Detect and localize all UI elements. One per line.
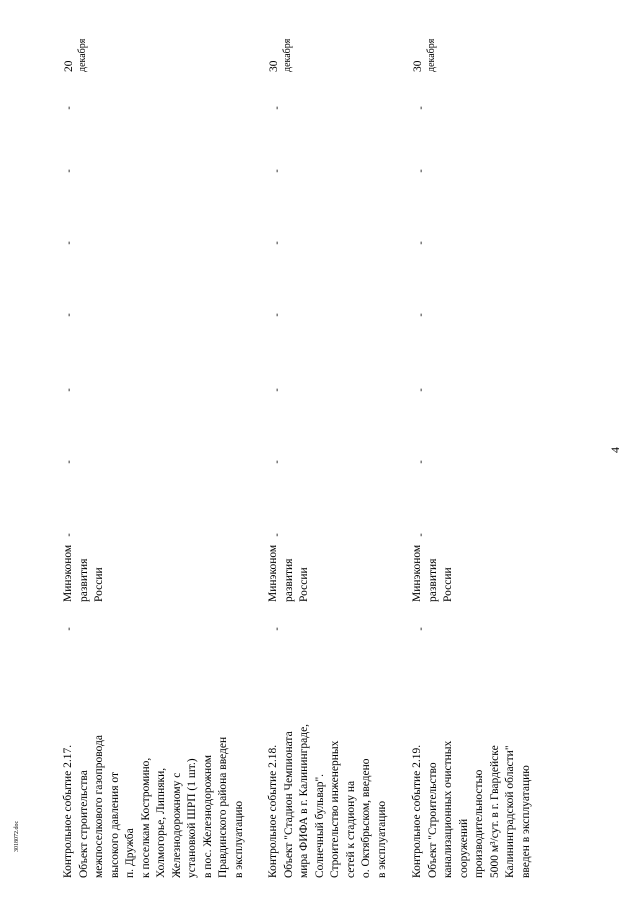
event-2-18-text: Контрольное событие 2.18. Объект "Стадион Чемпионата мира ФИФА в г. Калининграде, Солнечный бульвар". Строительство инженерных сетей к стадиону на о. Октябрьском, введено в эксплуатацию bbox=[267, 723, 388, 878]
empty-cell-dash: - bbox=[63, 388, 75, 392]
responsible-org-2-18: Минэконом развития России bbox=[267, 544, 310, 602]
empty-cell-dash: - bbox=[415, 460, 427, 464]
empty-cell-dash: - bbox=[271, 627, 283, 631]
deadline-2-17 bbox=[63, 39, 89, 72]
deadline-day: 30 bbox=[412, 60, 424, 72]
page-number: 4 bbox=[608, 447, 622, 453]
empty-cell-dash: - bbox=[63, 241, 75, 245]
empty-cell-dash: - bbox=[63, 627, 75, 631]
empty-cell-dash: - bbox=[415, 388, 427, 392]
event-2-19-text: Контрольное событие 2.19. Объект "Строительство канализационных очистных сооружений производительностью 5000 м³/сут. в г. Гвардейске Калининградской области" введен в эксплуатацию bbox=[411, 740, 532, 878]
deadline-day: 30 bbox=[268, 60, 280, 72]
deadline-day: 20 bbox=[63, 60, 75, 72]
footer-file-name: 3018072.doc bbox=[14, 820, 20, 852]
event-2-17-text: Контрольное событие 2.17. Объект строительства межпоселкового газопровода высокого давления от п. Дружба к поселкам Костромино, Холмогорье, Липняки, Железнодорожному с установкой ШРП (1 шт.) в пос. Железнодорожном Правдинского района введен в эксплуатацию bbox=[62, 735, 245, 878]
empty-cell-dash: - bbox=[271, 241, 283, 245]
responsible-org-2-19: Минэконом развития России bbox=[411, 544, 454, 602]
responsible-org-2-17: Минэконом развития России bbox=[62, 544, 105, 602]
deadline-month: декабря bbox=[77, 38, 88, 72]
empty-cell-dash: - bbox=[415, 241, 427, 245]
empty-cell-dash: - bbox=[271, 106, 283, 110]
empty-cell-dash: - bbox=[415, 533, 427, 537]
deadline-2-19 bbox=[412, 39, 438, 72]
deadline-month: декабря bbox=[426, 38, 437, 72]
empty-cell-dash: - bbox=[415, 313, 427, 317]
deadline-2-18 bbox=[268, 39, 294, 72]
empty-cell-dash: - bbox=[271, 169, 283, 173]
empty-cell-dash: - bbox=[271, 460, 283, 464]
deadline-month: декабря bbox=[282, 38, 293, 72]
empty-cell-dash: - bbox=[271, 388, 283, 392]
empty-cell-dash: - bbox=[415, 169, 427, 173]
empty-cell-dash: - bbox=[63, 460, 75, 464]
empty-cell-dash: - bbox=[63, 169, 75, 173]
empty-cell-dash: - bbox=[63, 106, 75, 110]
empty-cell-dash: - bbox=[63, 533, 75, 537]
empty-cell-dash: - bbox=[415, 106, 427, 110]
empty-cell-dash: - bbox=[415, 627, 427, 631]
empty-cell-dash: - bbox=[271, 313, 283, 317]
empty-cell-dash: - bbox=[63, 313, 75, 317]
empty-cell-dash: - bbox=[271, 533, 283, 537]
